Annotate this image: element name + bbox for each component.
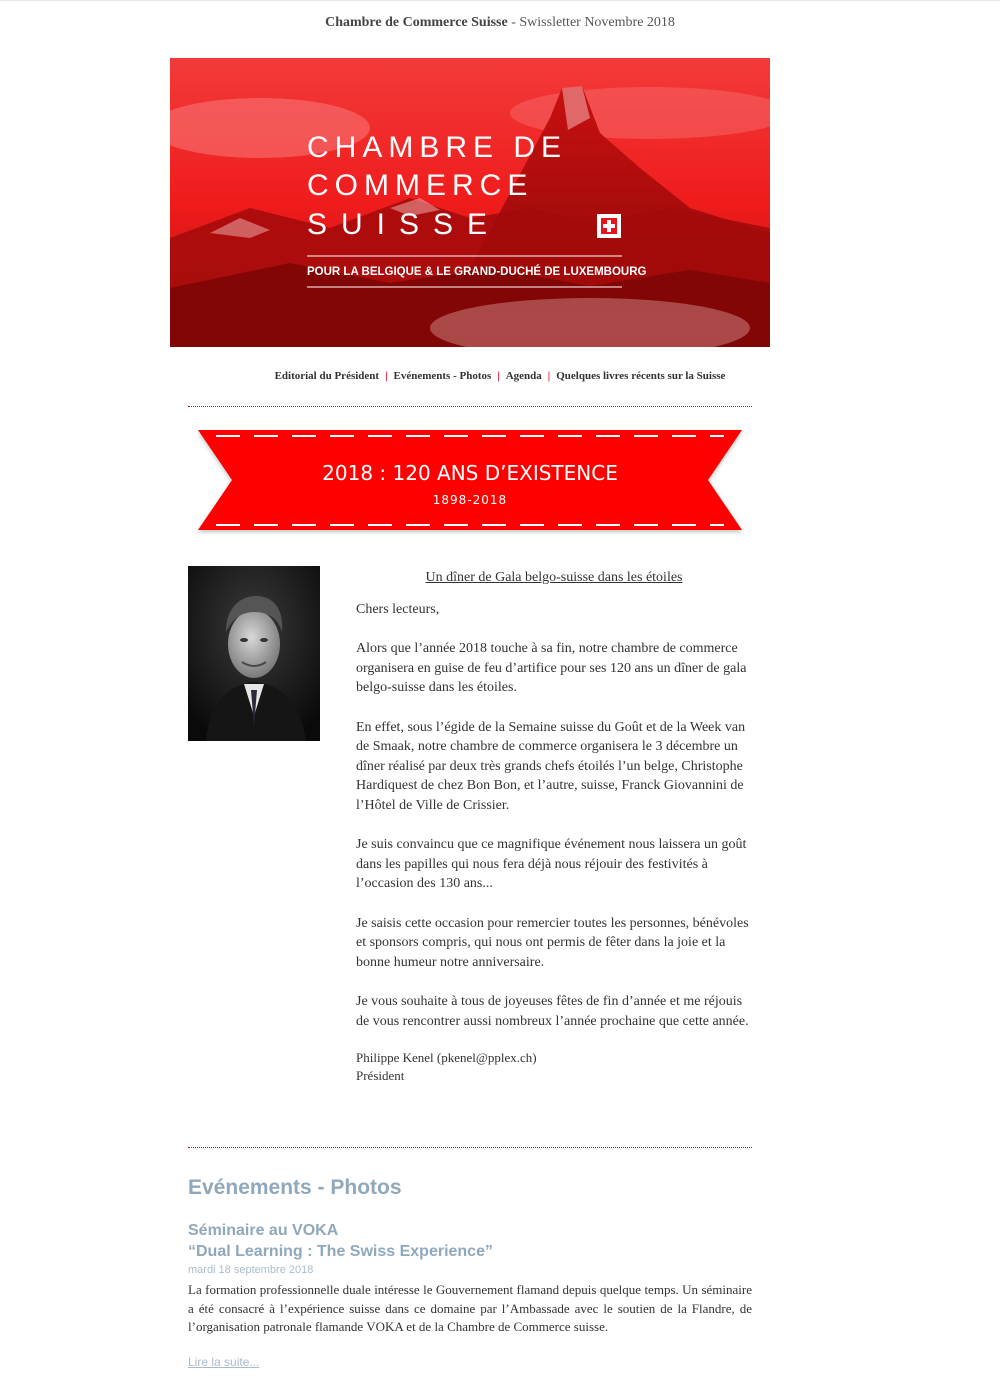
president-portrait: [188, 566, 320, 741]
editorial-paragraph: Alors que l’année 2018 touche à sa fin, notre chambre de commerce organisera en guise de feu d’artifice pour ses 120 ans un dîner de gala belgo-suisse dans les étoiles.: [356, 641, 747, 695]
event-title[interactable]: [188, 1220, 493, 1262]
nav-link-evenements[interactable]: Evénements - Photos: [393, 370, 492, 382]
editorial-title[interactable]: Un dîner de Gala belgo-suisse dans les étoiles: [425, 570, 683, 585]
event-summary: La formation professionnelle duale intéresse le Gouvernement flamand depuis quelque temps. Un séminaire a été consacré à l’expérience suisse dans ce domaine par l’Ambassade avec le soutien de la Flandre, de l’organisation patronale flamande VOKA et de la Chambre de Commerce suisse.: [188, 1282, 752, 1334]
signature-name: Philippe Kenel (: [356, 1050, 442, 1065]
nav-link-editorial[interactable]: Editorial du Président: [274, 370, 380, 382]
nav-link-agenda[interactable]: Agenda: [505, 370, 542, 382]
anniversary-ribbon: [196, 428, 744, 534]
editorial-paragraph: Je suis convaincu que ce magnifique événement nous laissera un goût dans les papilles qui nous fera déjà nous réjouir des festivités à l’occasion des 130 ans...: [356, 837, 747, 891]
ribbon-subtitle: 1898-2018: [432, 493, 508, 507]
banner-mountain-image: [170, 58, 770, 347]
swiss-flag-icon: [597, 214, 621, 238]
header-org-name: Chambre de Commerce Suisse: [325, 15, 508, 30]
editorial-paragraph: Je vous souhaite à tous de joyeuses fêtes de fin d’année et me réjouis de vous rencontrer aussi nombreux l’année prochaine que cette année.: [356, 994, 749, 1029]
read-more-link[interactable]: Lire la suite...: [188, 1355, 260, 1369]
editorial-signature: [356, 1049, 752, 1085]
ribbon-shape: [196, 428, 744, 534]
nav-separator: |: [547, 370, 551, 382]
nav-link-livres[interactable]: Quelques livres récents sur la Suisse: [556, 370, 726, 382]
divider: [188, 1147, 752, 1148]
editorial-paragraph: Je saisis cette occasion pour remercier toutes les personnes, bénévoles et sponsors compris, qui nous ont permis de fêter dans la joie et la bonne humeur notre anniversaire.: [356, 915, 749, 970]
ribbon-title: 2018 : 120 ANS D’EXISTENCE: [322, 461, 618, 485]
top-navigation: [0, 370, 1000, 382]
portrait-image: [188, 566, 320, 741]
hero-banner: [170, 58, 770, 347]
top-border: [0, 0, 1000, 1]
banner-title-line3: SUISSE: [307, 208, 502, 241]
banner-subtitle: POUR LA BELGIQUE & LE GRAND-DUCHÉ DE LUXEMBOURG: [307, 266, 647, 278]
editorial-greeting: Chers lecteurs,: [356, 601, 440, 617]
event-title-line1: Séminaire au VOKA: [188, 1222, 339, 1239]
editorial-article: [356, 566, 752, 1085]
header-issue: - Swissletter Novembre 2018: [507, 15, 675, 30]
newsletter-header: [0, 15, 1000, 31]
signature-email-link[interactable]: pkenel@pplex.ch: [441, 1050, 533, 1065]
signature-paren: ): [532, 1050, 537, 1065]
event-date: mardi 18 septembre 2018: [188, 1264, 314, 1276]
event-title-line2: “Dual Learning : The Swiss Experience”: [188, 1243, 493, 1260]
section-title-events: Evénements - Photos: [188, 1176, 402, 1199]
banner-title-line2: COMMERCE: [307, 169, 534, 202]
divider: [188, 406, 752, 407]
banner-title-line1: CHAMBRE DE: [307, 131, 568, 164]
nav-separator: |: [497, 370, 500, 382]
editorial-paragraph: En effet, sous l’égide de la Semaine suisse du Goût et de la Week van de Smaak, notre chambre de commerce organisera le 3 décembre un dîner réalisé par deux très grands chefs étoilés l’un belge, Christophe Hardiquest de chez Bon Bon, et l’autre, suisse, Franck Giovannini de l’Hôtel de Ville de Crissier.: [356, 719, 746, 813]
signature-role: Président: [356, 1068, 405, 1083]
nav-separator: |: [385, 370, 388, 382]
